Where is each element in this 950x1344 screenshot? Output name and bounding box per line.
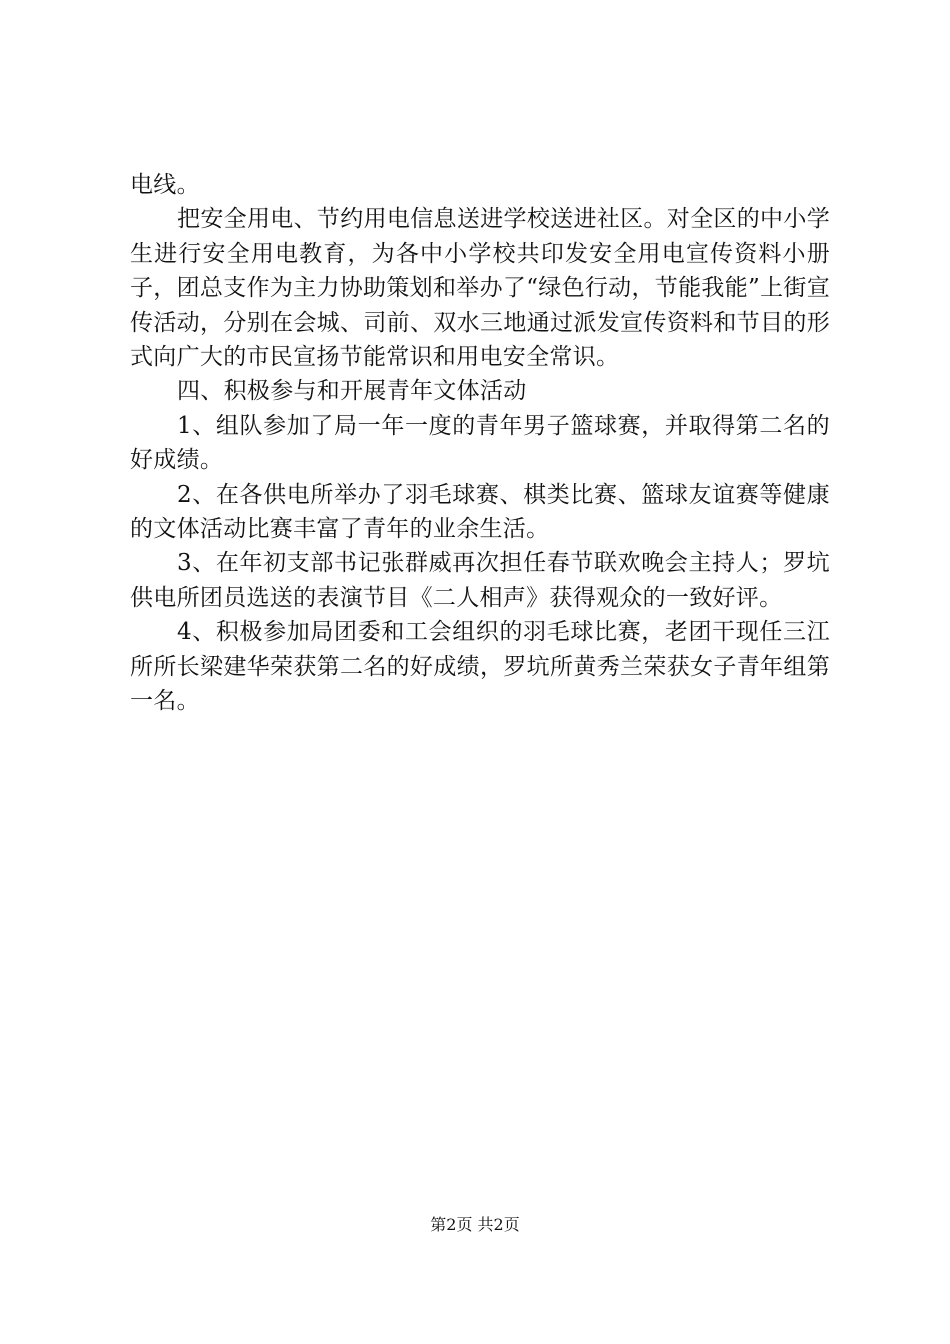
paragraph-continuation: 电线。	[130, 172, 200, 198]
page-number-footer: 第2页 共2页	[430, 1215, 520, 1234]
list-item-gala-host: 3、在年初支部书记张群威再次担任春节联欢晚会主持人；罗坑供电所团员选送的表演节目《二人相声》获得观众的一致好评。	[130, 550, 830, 611]
list-item-badminton: 4、积极参加局团委和工会组织的羽毛球比赛，老团干现任三江所所长梁建华荣获第二名的好成绩，罗坑所黄秀兰荣获女子青年组第一名。	[130, 619, 830, 715]
section-heading-youth-activities: 四、积极参与和开展青年文体活动	[177, 378, 527, 405]
list-item-sports-events: 2、在各供电所举办了羽毛球赛、棋类比赛、篮球友谊赛等健康的文体活动比赛丰富了青年的业余生活。	[130, 481, 830, 543]
document-body	[130, 168, 830, 719]
paragraph-publicity: 把安全用电、节约用电信息送进学校送进社区。对全区的中小学生进行安全用电教育，为各中小学校共印发安全用电宣传资料小册子，团总支作为主力协助策划和举办了“绿色行动，节能我能”上街宣传活动，分别在会城、司前、双水三地通过派发宣传资料和节目的形式向广大的市民宣扬节能常识和用电安全常识。	[130, 206, 830, 371]
list-item-basketball: 1、组队参加了局一年一度的青年男子篮球赛，并取得第二名的好成绩。	[130, 412, 830, 474]
